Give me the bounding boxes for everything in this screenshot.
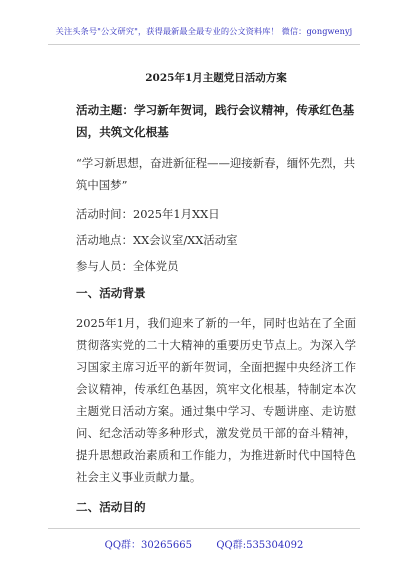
footer-qq-group-2: QQ群:535304092 bbox=[216, 540, 304, 551]
document-title: 2025年1月主题党日活动方案 bbox=[145, 72, 287, 84]
activity-location: 活动地点：XX会议室/XX活动室 bbox=[76, 233, 238, 247]
activity-theme: 活动主题：学习新年贺词，践行会议精神，传承红色基因，共筑文化根基 bbox=[76, 103, 355, 139]
header-divider bbox=[48, 44, 360, 45]
activity-participants: 参与人员：全体党员 bbox=[76, 259, 179, 273]
section-paragraph-background: 2025年1月，我们迎来了新的一年，同时也站在了全面贯彻落实党的二十大精神的重要历史节点上。为深入学习国家主席习近平的新年贺词，全面把握中央经济工作会议精神，传承红色基因，筑牢文化根基，特制定本次主题党日活动方案。通过集中学习、专题讲座、走访慰问、纪念活动等多种形式，激发党员干部的奋斗精神，提升思想政治素质和工作能力，为推进新时代中国特色社会主义事业贡献力量。 bbox=[76, 316, 356, 484]
activity-time: 活动时间：2025年1月XX日 bbox=[76, 207, 220, 221]
section-heading-purpose: 二、活动目的 bbox=[76, 500, 146, 514]
footer-divider bbox=[48, 528, 360, 529]
footer-contacts bbox=[48, 536, 360, 551]
activity-slogan: “学习新思想，奋进新征程——迎接新春，缅怀先烈，共筑中国梦” bbox=[76, 156, 356, 192]
header-promo-note: 关注头条号"公文研究"，获得最新最全最专业的公文资料库！ 微信：gongwenyj bbox=[55, 26, 353, 36]
document-content bbox=[76, 70, 356, 516]
footer-qq-group-1: QQ群：30265665 bbox=[104, 540, 192, 551]
section-heading-background: 一、活动背景 bbox=[76, 286, 146, 300]
